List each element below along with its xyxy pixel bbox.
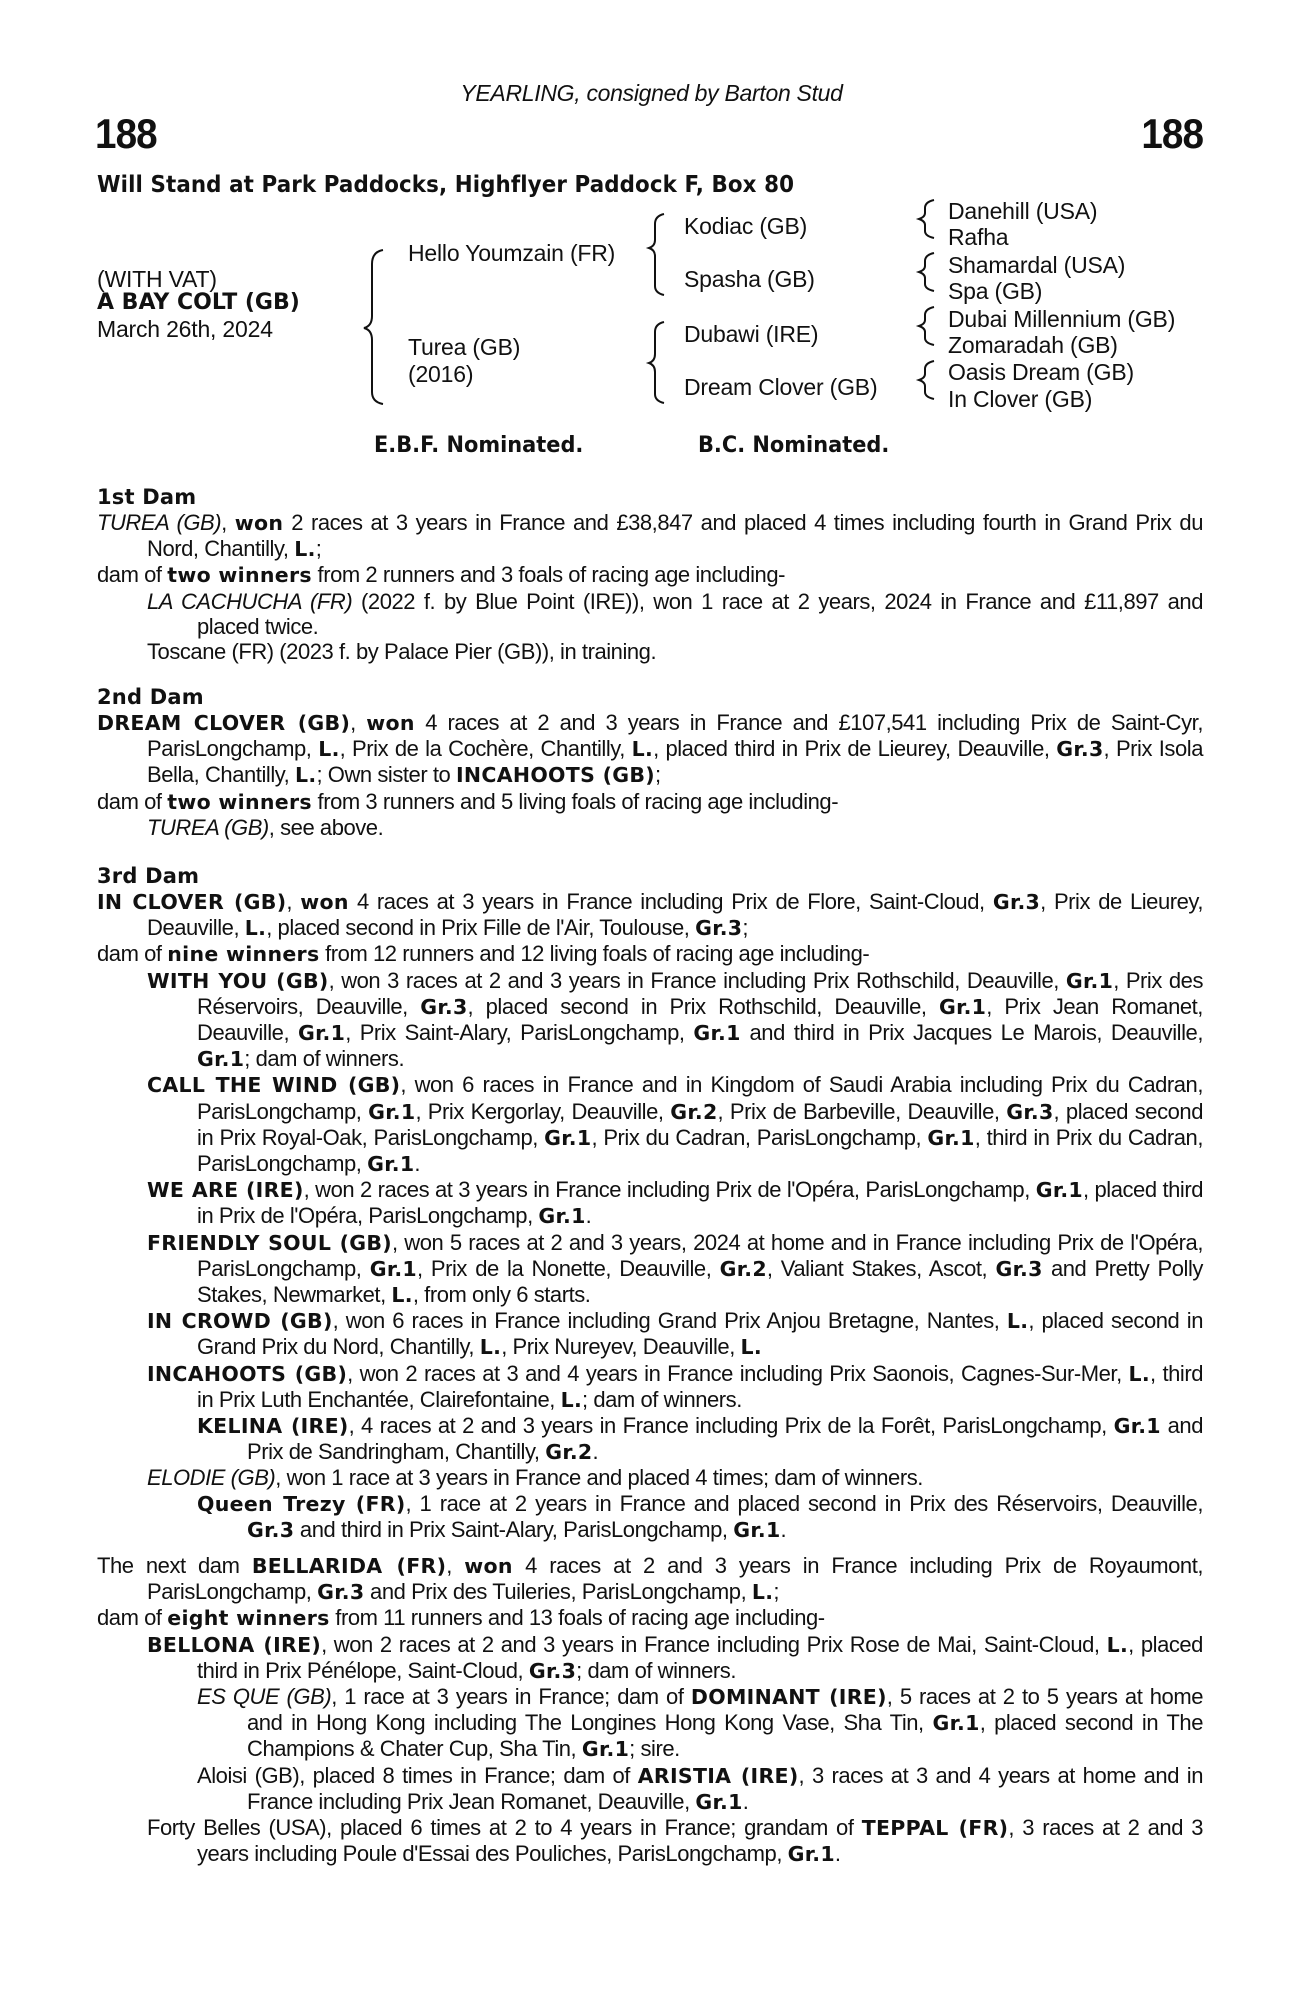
winners-count: nine winners	[167, 942, 320, 967]
ggp-1: Danehill (USA)	[948, 198, 1098, 224]
text: , won 5 races at 2 and 3 years, 2024 at home and in France including Prix de l'Opéra, ParisLongchamp,	[197, 1229, 1203, 1281]
listed-label: L.	[1106, 1632, 1129, 1657]
text: , placed third in Prix de l'Opéra, ParisLongchamp,	[197, 1177, 1203, 1229]
next-dam-section	[97, 1553, 1203, 1867]
text: ; dam of winners.	[576, 1657, 737, 1683]
progeny-name: ELODIE (GB)	[147, 1465, 276, 1491]
text: and third in Prix Jacques Le Marois, Deauville,	[740, 1020, 1203, 1046]
text: , placed third in Prix Pénélope, Saint-Cloud,	[197, 1631, 1203, 1683]
text: , won 2 races at 2 and 3 years in France including Prix Rose de Mai, Saint-Cloud,	[321, 1631, 1107, 1657]
group-label: Gr.3	[995, 1256, 1043, 1281]
text: .	[585, 1203, 592, 1229]
progeny-item	[97, 1361, 1203, 1413]
sire-name: Hello Youmzain (FR)	[408, 240, 616, 266]
text: , placed 6 times at 2 to 4 years in France; grandam of	[326, 1815, 862, 1841]
text: 4 races at 2 and 3 years in France including Prix de Royaumont, ParisLongchamp,	[147, 1553, 1204, 1605]
progeny-name: Aloisi (GB)	[197, 1762, 300, 1788]
text: 4 races at 2 and 3 years in France and £107,541 including Prix de Saint-Cyr, ParisLongchamp,	[147, 710, 1203, 762]
progeny-item	[97, 639, 1203, 664]
won-label: won	[234, 511, 284, 535]
progeny-item	[97, 1684, 1203, 1763]
text: 4 races at 3 years in France including Prix de Flore, Saint-Cloud,	[348, 889, 993, 914]
listed-label: L.	[479, 1335, 502, 1360]
sibling-name: INCAHOOTS (GB)	[455, 763, 655, 788]
text: .	[780, 1516, 787, 1542]
listed-label: L.	[295, 763, 317, 788]
progeny-name: WE ARE (IRE)	[147, 1178, 304, 1203]
progeny-name: TUREA (GB)	[147, 814, 269, 840]
progeny-text: (2022 f. by Blue Point (IRE)), won 1 race at 2 years, 2024 in France and £11,897 and placed twice.	[197, 588, 1203, 639]
second-dam-heading: 2nd Dam	[97, 685, 204, 709]
text: The next dam	[97, 1553, 252, 1578]
group-label: Gr.1	[693, 1021, 741, 1046]
group-label: Gr.1	[1113, 1414, 1161, 1439]
text: .	[834, 1841, 841, 1867]
text: , won 2 races at 3 years in France including Prix de l'Opéra, ParisLongchamp,	[303, 1177, 1036, 1203]
listed-label: L.	[1006, 1309, 1029, 1334]
progeny-name: CALL THE WIND (GB)	[147, 1073, 401, 1098]
ggp-7: Oasis Dream (GB)	[948, 359, 1134, 385]
notable-offspring: ARISTIA (IRE)	[637, 1763, 799, 1788]
progeny-text: (2023 f. by Palace Pier (GB)), in training.	[273, 639, 657, 665]
group-label: Gr.1	[197, 1047, 245, 1072]
text: , Prix de la Nonette, Deauville,	[416, 1255, 720, 1281]
ggp-6: Zomaradah (GB)	[948, 332, 1118, 358]
ggp-8: In Clover (GB)	[948, 386, 1093, 412]
text: , 4 races at 2 and 3 years in France including Prix de la Forêt, ParisLongchamp,	[348, 1413, 1114, 1439]
sire-dam: Spasha (GB)	[684, 266, 815, 292]
progeny-item	[97, 1815, 1203, 1867]
group-label: Gr.3	[1006, 1099, 1054, 1124]
text: ; dam of winners.	[244, 1046, 405, 1072]
ggp-3: Shamardal (USA)	[948, 252, 1126, 278]
text: , won 6 races in France including Grand Prix Anjou Bretagne, Nantes,	[332, 1308, 1007, 1334]
listed-label: L.	[740, 1335, 762, 1360]
text: from 11 runners and 13 foals of racing age including-	[329, 1605, 825, 1631]
group-label: Gr.3	[420, 994, 468, 1019]
text: , Prix Nureyev, Deauville,	[501, 1334, 741, 1360]
text: , third in Prix Luth Enchantée, Clairefontaine,	[197, 1360, 1204, 1412]
ggp-5: Dubai Millennium (GB)	[948, 306, 1176, 332]
progeny-name: LA CACHUCHA (FR)	[147, 588, 353, 614]
ggp-2: Rafha	[948, 224, 1009, 250]
group-label: Gr.2	[670, 1099, 718, 1124]
vat-note: (WITH VAT)	[97, 266, 217, 292]
winners-count: two winners	[167, 563, 312, 588]
text: from 12 runners and 12 living foals of racing age including-	[319, 941, 870, 967]
sale-subtitle: YEARLING, consigned by Barton Stud	[460, 80, 843, 106]
group-label: Gr.1	[581, 1737, 630, 1762]
group-label: Gr.1	[695, 1789, 743, 1814]
sire-sire: Kodiac (GB)	[684, 213, 808, 239]
record-text: 2 races at 3 years in France and £38,847 and placed 4 times including fourth in Grand Prix du Nord, Chantilly,	[147, 510, 1203, 562]
text: ; Own sister to	[316, 762, 456, 788]
progeny-name: Forty Belles (USA)	[147, 1815, 327, 1841]
text: ; dam of winners.	[582, 1386, 742, 1412]
text: , Valiant Stakes, Ascot,	[766, 1255, 996, 1281]
text: .	[592, 1439, 599, 1465]
text: , placed second in Grand Prix du Nord, Chantilly,	[197, 1308, 1203, 1360]
text: , won 1 race at 3 years in France and placed 4 times; dam of winners.	[275, 1465, 923, 1491]
group-label: Gr.3	[528, 1658, 577, 1683]
progeny-item	[97, 1491, 1203, 1543]
stand-location: Will Stand at Park Paddocks, Highflyer Paddock F, Box 80	[97, 172, 795, 198]
progeny-name: IN CROWD (GB)	[147, 1309, 333, 1334]
text: dam of	[97, 788, 168, 814]
first-dam-record: TUREA (GB), won 2 races at 3 years in France and £38,847 and placed 4 times including fourth in Grand Prix du Nord, Chantilly, L.;	[97, 510, 1203, 562]
group-label: Gr.2	[545, 1440, 593, 1465]
progeny-item	[97, 1632, 1203, 1684]
dam-brace	[649, 322, 664, 403]
group-label: Gr.3	[317, 1580, 365, 1605]
first-dam-produce	[97, 562, 1203, 588]
text: and Prix de Sandringham, Chantilly,	[247, 1413, 1203, 1465]
listed-label: L.	[751, 1580, 774, 1605]
first-dam-heading: 1st Dam	[97, 485, 197, 509]
group-label: Gr.1	[938, 994, 987, 1019]
horse-name: A BAY COLT (GB)	[97, 290, 300, 315]
sire-brace	[649, 214, 664, 295]
text: ;	[654, 762, 661, 788]
text: , placed third in Prix de Lieurey, Deauville,	[653, 736, 1057, 762]
listed-label: L.	[318, 737, 340, 762]
text: and Prix des Tuileries, ParisLongchamp,	[364, 1579, 752, 1605]
progeny-item	[97, 815, 1203, 840]
text: , won 6 races in France and in Kingdom of Saudi Arabia including Prix du Cadran, ParisLongchamp,	[197, 1072, 1203, 1124]
dam-dam: Dream Clover (GB)	[684, 374, 878, 400]
progeny-name: KELINA (IRE)	[197, 1414, 349, 1439]
group-label: Gr.1	[1065, 968, 1114, 993]
bc-nominated: B.C. Nominated.	[698, 433, 890, 458]
progeny-item	[97, 968, 1203, 1073]
group-label: Gr.1	[927, 1125, 975, 1150]
text: , won 3 races at 2 and 3 years in France including Prix Rothschild, Deauville,	[328, 967, 1066, 993]
progeny-name: ES QUE (GB)	[197, 1684, 332, 1710]
progeny-item	[97, 589, 1203, 639]
listed-label: L.	[1128, 1361, 1150, 1386]
third-dam-record: IN CLOVER (GB), won 4 races at 3 years in France including Prix de Flore, Saint-Cloud, Gr.3, Prix de Lieurey, Deauville, L., placed second in Prix Fille de l'Air, Toulouse, Gr.3;	[97, 889, 1203, 941]
progeny-item	[97, 1763, 1203, 1815]
text: , won 2 races at 3 and 4 years in France including Prix Saonois, Cagnes-Sur-Mer,	[347, 1360, 1129, 1386]
lot-number-left: 188	[95, 110, 157, 157]
group-label: Gr.1	[733, 1517, 781, 1542]
text: .	[414, 1151, 421, 1177]
dam-sire: Dubawi (IRE)	[684, 321, 819, 347]
text: and third in Prix Saint-Alary, ParisLongchamp,	[294, 1516, 734, 1542]
text: dam of	[97, 562, 168, 588]
text: , 3 races at 3 and 4 years at home and in France including Prix Jean Romanet, Deauville,	[247, 1762, 1203, 1814]
text: , placed second in Prix Royal-Oak, ParisLongchamp,	[197, 1098, 1203, 1150]
second-dam-produce	[97, 789, 1203, 815]
text: , Prix Saint-Alary, ParisLongchamp,	[345, 1020, 694, 1046]
progeny-name: INCAHOOTS (GB)	[147, 1361, 348, 1386]
group-label: Gr.1	[787, 1842, 835, 1867]
ebf-nominated: E.B.F. Nominated.	[374, 433, 584, 458]
winners-count: eight winners	[167, 1606, 330, 1631]
text: , placed second in Prix Rothschild, Deauville,	[467, 993, 939, 1019]
progeny-item	[97, 1413, 1203, 1465]
dam-name: IN CLOVER (GB)	[97, 890, 287, 914]
text: , Prix Jean Romanet, Deauville,	[197, 993, 1203, 1046]
progeny-item	[97, 1465, 1203, 1490]
third-dam-produce	[97, 941, 1203, 967]
text: , Prix du Cadran, ParisLongchamp,	[591, 1124, 928, 1150]
group-label: Gr.1	[368, 1099, 416, 1124]
text: , Prix des Réservoirs, Deauville,	[197, 967, 1204, 1019]
second-dam-record: DREAM CLOVER (GB), won 4 races at 2 and 3 years in France and £107,541 including Prix de Saint-Cyr, ParisLongchamp, L., Prix de la Cochère, Chantilly, L., placed third in Prix de Lieurey, Deauville, Gr.3, Prix Isola Bella, Chantilly, L.; Own sister to INCAHOOTS (GB);	[97, 710, 1203, 788]
dam-name: Turea (GB)	[408, 334, 521, 360]
text: , Prix de Lieurey, Deauville,	[147, 889, 1203, 941]
text: ;	[742, 915, 749, 941]
text: , Prix Isola Bella, Chantilly,	[147, 736, 1203, 788]
text: , 3 races at 2 and 3 years including Poule d'Essai des Pouliches, ParisLongchamp,	[197, 1815, 1204, 1867]
text: , Prix de Barbeville, Deauville,	[717, 1098, 1007, 1124]
group-label: Gr.1	[367, 1152, 415, 1177]
dam-name: DREAM CLOVER (GB)	[97, 711, 351, 735]
text: ; sire.	[629, 1736, 680, 1762]
progeny-item	[97, 1308, 1203, 1360]
text: , Prix Kergorlay, Deauville,	[415, 1098, 671, 1124]
text: from 2 runners and 3 foals of racing age including-	[311, 562, 785, 588]
progeny-item	[97, 1177, 1203, 1229]
notable-offspring: DOMINANT (IRE)	[690, 1685, 887, 1710]
dam-name-ref: TUREA (GB)	[97, 510, 222, 535]
foaling-date: March 26th, 2024	[97, 316, 273, 342]
group-label: Gr.1	[932, 1711, 980, 1736]
group-label: Gr.1	[544, 1125, 592, 1150]
punct: ;	[315, 536, 322, 562]
progeny-name: FRIENDLY SOUL (GB)	[147, 1230, 392, 1255]
listed-label: L.	[631, 737, 654, 762]
group-label: Gr.1	[297, 1021, 346, 1046]
text: from 3 runners and 5 living foals of racing age including-	[311, 788, 839, 814]
text: , third in Prix du Cadran, ParisLongchamp,	[197, 1124, 1203, 1177]
group-label: Gr.3	[695, 916, 743, 941]
progeny-item	[97, 1230, 1203, 1309]
group-label: Gr.3	[1056, 737, 1104, 762]
progeny-name: BELLONA (IRE)	[147, 1632, 322, 1657]
listed-label: L.	[560, 1387, 583, 1412]
text: , placed 8 times in France; dam of	[299, 1762, 638, 1788]
third-dam-section	[97, 863, 1203, 1543]
text: , Prix de la Cochère, Chantilly,	[339, 736, 632, 762]
text: , 5 races at 2 to 5 years at home and in Hong Kong including The Longines Hong Kong Vase, Sha Tin,	[247, 1684, 1203, 1736]
notable-offspring: TEPPAL (FR)	[861, 1816, 1009, 1841]
text: , placed second in The Champions & Chater Cup, Sha Tin,	[247, 1710, 1203, 1762]
group-label: Gr.2	[719, 1256, 767, 1281]
main-brace	[364, 250, 383, 404]
progeny-text: , see above.	[268, 814, 384, 840]
dam-name: BELLARIDA (FR)	[251, 1554, 447, 1578]
progeny-name: Queen Trezy (FR)	[197, 1491, 406, 1516]
first-dam-section	[97, 484, 1203, 664]
text: dam of	[97, 1605, 168, 1631]
lot-number-right: 188	[1141, 110, 1203, 157]
won-label: won	[464, 1554, 513, 1578]
progeny-name: Toscane (FR)	[147, 639, 274, 665]
group-label: Gr.3	[247, 1517, 295, 1542]
group-label: Gr.1	[1035, 1178, 1083, 1203]
won-label: won	[300, 890, 349, 914]
next-dam-record: The next dam BELLARIDA (FR), won 4 races at 2 and 3 years in France including Prix de Royaumont, ParisLongchamp, Gr.3 and Prix des Tuileries, ParisLongchamp, L.;	[97, 1553, 1204, 1605]
listed-label: L.	[244, 916, 267, 941]
text: , 1 race at 3 years in France; dam of	[331, 1684, 691, 1710]
winners-count: two winners	[167, 789, 312, 814]
text: dam of	[97, 941, 168, 967]
ggp-4: Spa (GB)	[948, 278, 1043, 304]
third-dam-heading: 3rd Dam	[97, 864, 200, 888]
text: , 1 race at 2 years in France and placed second in Prix des Réservoirs, Deauville,	[405, 1490, 1203, 1516]
group-label: Gr.3	[992, 890, 1041, 914]
text: and Pretty Polly Stakes, Newmarket,	[197, 1255, 1203, 1308]
progeny-name: WITH YOU (GB)	[147, 968, 329, 993]
text: , placed second in Prix Fille de l'Air, Toulouse,	[266, 915, 696, 941]
group-label: Gr.1	[369, 1256, 417, 1281]
text: .	[742, 1788, 749, 1814]
text: ;	[773, 1579, 780, 1605]
next-dam-produce	[97, 1605, 1203, 1631]
text: , from only 6 starts.	[412, 1282, 591, 1308]
listed-label: L.	[294, 537, 316, 562]
dam-year: (2016)	[408, 361, 474, 387]
group-label: Gr.1	[538, 1204, 586, 1229]
won-label: won	[366, 711, 415, 735]
listed-label: L.	[391, 1283, 413, 1308]
progeny-item	[97, 1072, 1203, 1177]
second-dam-section	[97, 684, 1203, 840]
